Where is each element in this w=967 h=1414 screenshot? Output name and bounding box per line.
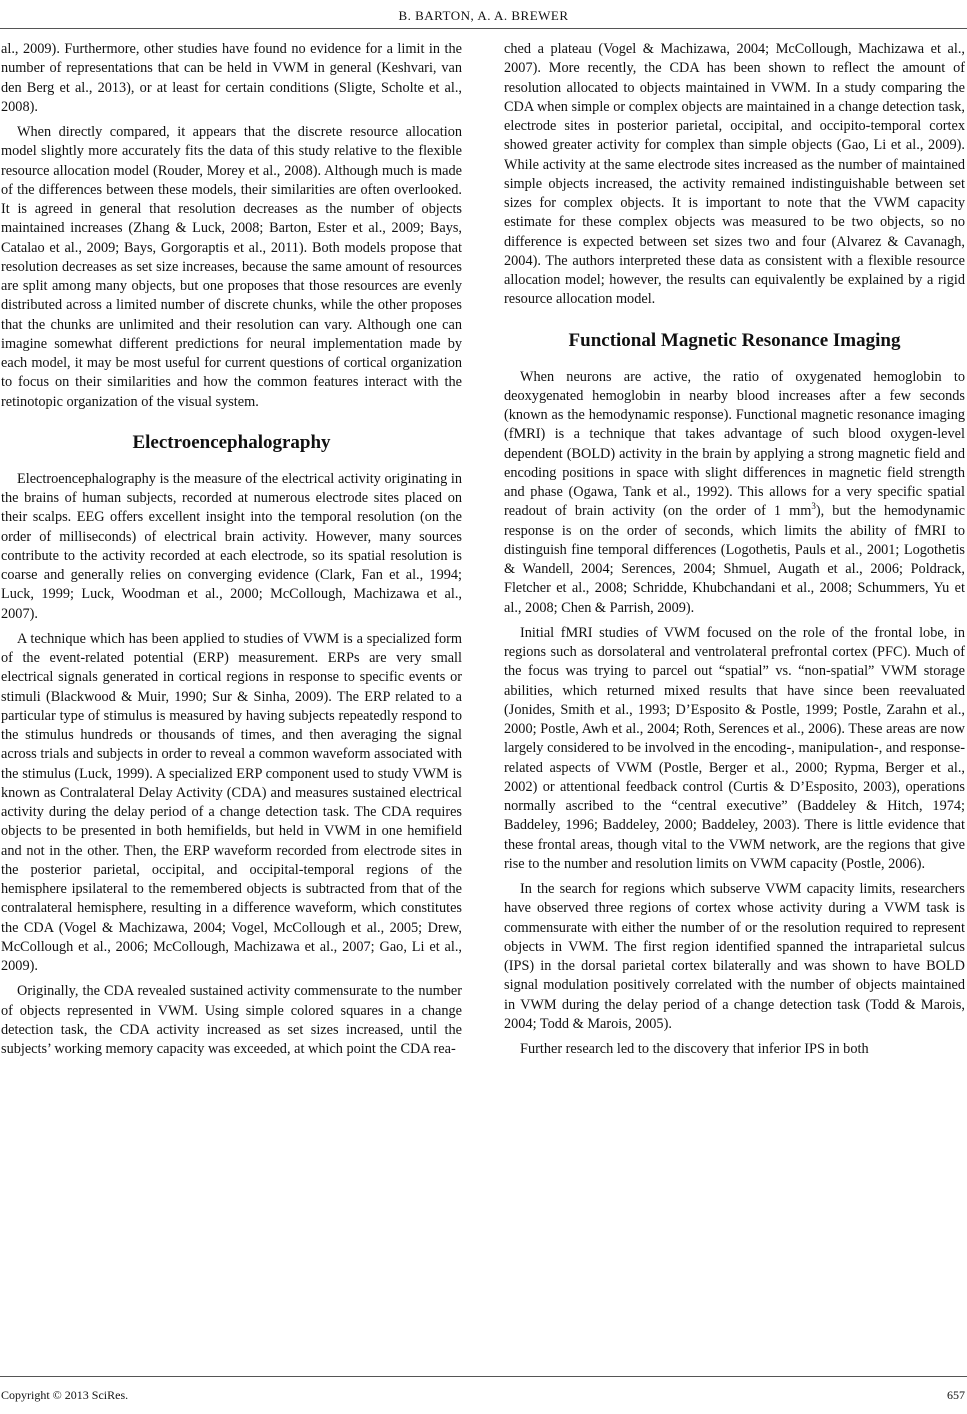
- superscript: 3: [811, 501, 816, 512]
- paragraph: ched a plateau (Vogel & Machizawa, 2004; McCollough, Machizawa et al., 2007). More recently, the CDA has been shown to reflect the amount of resolution allocated to objects maintained in VWM. In a study comparing the CDA when simple or complex objects are maintained in a change detection task, electrode sites in posterior parietal, occipital, and occipito-temporal cortex showed greater activity for complex than simple objects (Gao, Li et al., 2009). While activity at the same electrode sites increased as the number of maintained simple objects increased, the activity remained indistinguishable between set sizes for complex objects. It is important to note that the VWM capacity estimate for these complex objects was measured to be two objects, so no difference is expected between set sizes two and four (Alvarez & Cavanagh, 2004). The authors interpreted these data as consistent with a flexible resource allocation model; however, the results can equivalently be explained by a rigid resource allocation model.: [504, 41, 965, 308]
- paragraph: A technique which has been applied to studies of VWM is a specialized form of the event-related potential (ERP) measurement. ERPs are very small electrical signals generated in cortical regions in response to specific events or stimuli (Blackwood & Muir, 1990; Sur & Sinha, 2009). The ERP related to a particular type of stimulus is measured by having subjects repeatedly respond to the stimulus hundreds or thousands of times, and then averaging the signal across trials and subjects in order to reveal a common waveform associated with the stimulus (Luck, 1999). A specialized ERP component used to study VWM is known as Contralateral Delay Activity (CDA) and measures sustained electrical activity during the delay period of a change detection task. The CDA requires objects to be presented in both hemifields, but held in VWM in one hemifield and not in the other. Then, the ERP waveform recorded from electrode sites in the posterior parietal, occipital, and occipital-temporal regions of the hemisphere ipsilateral to the remembered objects is subtracted from that of the contralateral hemisphere, resulting in a difference waveform, which constitutes the CDA (Vogel & Machizawa, 2004; Vogel, McCollough et al., 2005; Drew, McCollough et al., 2006; McCollough, Machizawa et al., 2007; Gao, Li et al., 2009).: [1, 630, 462, 974]
- paragraph: In the search for regions which subserve VWM capacity limits, researchers have observed three regions of cortex whose activity during a VWM task is commensurate with either the number of or the resolution required to represent objects in VWM. The first region identified spanned the intraparietal sulcus (IPS) in the dorsal parietal cortex bilaterally and was shown to have BOLD signal modulation positively correlated with the number of objects maintained in VWM during the delay period of a change detection task (Todd & Marois, 2004; Todd & Marois, 2005).: [504, 881, 965, 1032]
- paragraph: Originally, the CDA revealed sustained activity commensurate to the number of objects represented in VWM. Using simple colored squares in a change detection task, the CDA activity increased as set sizes increased, until the subjects’ working memory capacity was exceeded, at which point the CDA rea-: [1, 983, 462, 1057]
- copyright-notice: Copyright © 2013 SciRes.: [1, 1388, 129, 1402]
- paragraph: When directly compared, it appears that the discrete resource allocation model slightly more accurately fits the data of this study relative to the flexible resource allocation model (Rouder, Morey et al., 2008). Although much is made of the differences between these models, their similarities are often overlooked. It is agreed in general that resolution decreases as the number of objects maintained increases (Zhang & Luck, 2008; Barton, Ester et al., 2009; Bays, Catalao et al., 2009; Bays, Gorgoraptis et al., 2011). Both models propose that resolution decreases as set size increases, because the same amount of resources are split among many objects, but one proposes that those resources are evenly distributed across a limited number of discrete chunks, while the other proposes that the chunks are unlimited and their resolution can vary. Although one can imagine somewhat different predictions for neural implementation made by each model, it may be most useful for current questions of cortical organization to focus on their similarities and how the common features interact with the retinotopic organization of the visual system.: [1, 124, 462, 410]
- paragraph: al., 2009). Furthermore, other studies have found no evidence for a limit in the number of representations that can be held in VWM in general (Keshvari, van den Berg et al., 2013), or at least for certain conditions (Sligte, Scholte et al., 2008).: [1, 41, 462, 115]
- right-column: [504, 40, 965, 1065]
- paragraph: Electroencephalography is the measure of the electrical activity originating in the brains of human subjects, recorded at numerous electrode sites placed on their scalps. EEG offers excellent insight into the temporal resolution (on the order of milliseconds) of electrical brain activity. However, many sources contribute to the activity recorded at each electrode, so its spatial resolution is coarse and generally relies on converging evidence (Clark, Fan et al., 1994; Luck, 1999; Luck, Woodman et al., 2000; McCollough, Machizawa et al., 2007).: [1, 470, 462, 622]
- paragraph-text: ), but the hemodynamic response is on the order of seconds, which limits the ability of fMRI to distinguish fine temporal differences (Logothetis, Pauls et al., 2001; Logothetis & Wandell, 2004; Serences, 2004; Shmuel, Augath et al., 2006; Poldrack, Fletcher et al., 2008; Schridde, Khubchandani et al., 2008; Schummers, Yu et al., 2008; Chen & Parrish, 2009).: [504, 503, 965, 616]
- footer-divider: [0, 1376, 967, 1377]
- section-heading: Electroencephalography: [132, 431, 331, 453]
- section-heading: Functional Magnetic Resonance Imaging: [568, 329, 901, 351]
- paragraph-text: When neurons are active, the ratio of oxygenated hemoglobin to deoxygenated hemoglobin in nearby blood increases after a few seconds (known as the hemodynamic response). Functional magnetic resonance imaging (fMRI) is a technique that takes advantage of such blood oxygen-level dependent (BOLD) activity in the brain by applying a strong magnetic field and encoding positions in space with slight differences in magnetic field strength and phase (Ogawa, Tank et al., 1992). This allows for a very specific spatial readout of brain activity (on the order of 1 mm: [504, 368, 965, 520]
- header-divider: [0, 28, 967, 29]
- running-head: B. BARTON, A. A. BREWER: [398, 8, 569, 23]
- paragraph: [504, 368, 965, 618]
- left-column: [1, 40, 462, 1065]
- page-number: 657: [947, 1388, 965, 1402]
- paragraph: Initial fMRI studies of VWM focused on the role of the frontal lobe, in regions such as dorsolateral and ventrolateral prefrontal cortex (PFC). Much of the focus was trying to parcel out “spatial” vs. “non-spatial” VWM storage abilities, which returned mixed results that have since been reevaluated (Jonides, Smith et al., 1993; D’Esposito & Postle, 1999; Postle, Zarahn et al., 2000; Postle, Awh et al., 2004; Roth, Serences et al., 2006). These areas are now largely considered to be involved in the encoding-, manipulation-, and response-related aspects of VWM (Postle, Berger et al., 2000; Rypma, Berger et al., 2002) or attentional feedback control (Curtis & D’Esposito, 2003), operations normally ascribed to the “central executive” (Baddeley & Hitch, 1974; Baddeley, 1996; Baddeley, 2000; Baddeley, 2003). There is little evidence that these frontal areas, though vital to the VWM network, are the regions that give rise to the number and resolution limits on VWM capacity (Postle, 2006).: [504, 624, 965, 872]
- paragraph: Further research led to the discovery that inferior IPS in both: [520, 1041, 869, 1057]
